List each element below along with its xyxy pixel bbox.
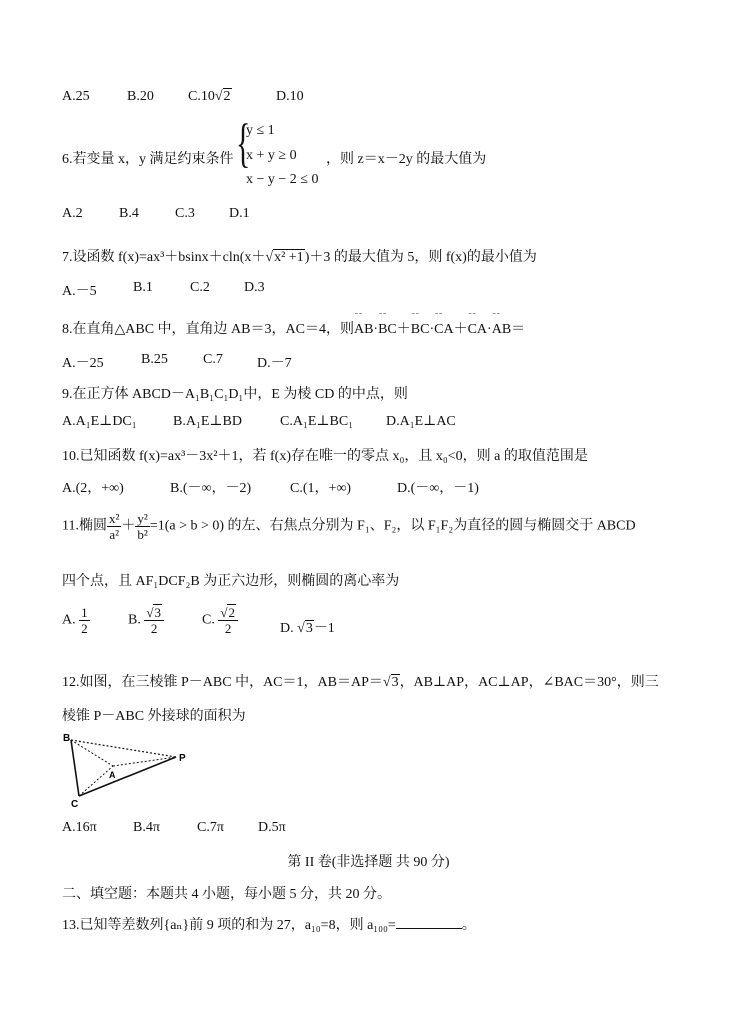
q6-suffix: ，则 z＝x－2y 的最大值为: [326, 152, 487, 167]
q8-vector-ab-2: ˉˉ AB: [492, 322, 511, 338]
q6-option-b: B.4: [119, 206, 139, 221]
q5-option-a: A.25: [62, 89, 90, 104]
q9-text: 9.在正方体 ABCD－A₁B₁C₁D₁中，E 为棱 CD 的中点，则: [62, 387, 408, 402]
edge-bp: [71, 740, 176, 757]
label-b: B: [63, 733, 71, 744]
q12-figure: [60, 730, 200, 810]
q12-line1: 12.如图，在三棱锥 P－ABC 中，AC＝1，AB＝AP＝√3，AB⊥AP，AC⊥AP，∠BAC＝30°，则三: [62, 675, 659, 690]
q9-option-c: C.A₁E⊥BC₁: [280, 414, 354, 429]
q6-option-c: C.3: [175, 206, 195, 221]
q6-constraint-2: x + y ≥ 0: [246, 148, 297, 163]
q12-option-c: C.7π: [197, 820, 224, 835]
q8-vector-ab: ˉˉ AB: [354, 322, 373, 338]
q12-option-b: B.4π: [133, 820, 160, 835]
edge-ca: [79, 766, 113, 796]
q7-text: 7.设函数 f(x)=ax³＋bsinx＋cln(x＋√x² +1)＋3 的最大值为 5，则 f(x)的最小值为: [62, 250, 537, 265]
q12-option-a: A.16π: [62, 820, 97, 835]
q6-constraint-3: x − y − 2 ≤ 0: [246, 172, 319, 187]
label-p: P: [179, 753, 186, 764]
q8-vector-ca: ˉˉ CA: [434, 322, 453, 338]
q5-option-d: D.10: [276, 89, 304, 104]
q6-brace: {: [236, 113, 251, 173]
q5-option-c: C.10√2: [188, 89, 231, 104]
q11-option-b: B. $\frac{√3}{2}$: [128, 606, 164, 635]
q10-option-c: C.(1，+∞): [290, 481, 352, 496]
q6-constraint-1: y ≤ 1: [246, 123, 275, 138]
q7-option-c: C.2: [190, 280, 210, 295]
q7-option-d: D.3: [244, 280, 265, 295]
section2-title: 第 II 卷(非选择题 共 90 分): [287, 855, 450, 870]
q8-option-d: D.－7: [257, 356, 292, 371]
q13-answer-blank: [396, 916, 462, 929]
edge-cp: [79, 757, 176, 796]
q9-option-b: B.A₁E⊥BD: [173, 414, 242, 429]
q7-option-b: B.1: [133, 280, 153, 295]
q12-option-d: D.5π: [258, 820, 286, 835]
q7-option-a: A.－5: [62, 284, 97, 299]
q9-option-a: A.A₁E⊥DC₁: [62, 414, 137, 429]
label-c: C: [71, 799, 79, 810]
q8-vector-ca-2: ˉˉ CA: [468, 322, 487, 338]
q11-option-c: C. $\frac{√2}{2}$: [202, 606, 238, 635]
q13-text: 13.已知等差数列{aₙ}前 9 项的和为 27，a₁₀=8，则 a₁₀₀= 。: [62, 918, 476, 933]
label-a: A: [109, 770, 116, 780]
q6-option-a: A.2: [62, 206, 83, 221]
q8-option-c: C.7: [203, 352, 223, 367]
q8-vector-bc: ˉˉ BC: [378, 322, 397, 338]
q10-text: 10.已知函数 f(x)=ax³－3x²＋1，若 f(x)存在唯一的零点 x₀，且 x₀<0，则 a 的取值范围是: [62, 449, 588, 464]
q10-option-d: D.(－∞，－1): [397, 481, 479, 496]
section2-intro: 二、填空题：本题共 4 小题，每小题 5 分，共 20 分。: [62, 887, 391, 902]
q8-text: 8.在直角△ABC 中，直角边 AB＝3，AC＝4，则ˉˉ AB·ˉˉ BC＋ˉˉ BC·ˉˉ CA＋ˉˉ CA·ˉˉ AB＝: [62, 318, 525, 338]
q8-option-b: B.25: [141, 352, 168, 367]
q11-option-d: D. √3－1: [280, 621, 335, 636]
q11-line2: 四个点，且 AF₁DCF₂B 为正六边形，则椭圆的离心率为: [62, 574, 400, 589]
q11-option-a: A. $\frac{1}{2}$: [62, 605, 88, 636]
edge-bc: [71, 740, 79, 796]
q10-option-b: B.(－∞，－2): [170, 481, 252, 496]
q6-option-d: D.1: [229, 206, 250, 221]
q10-option-a: A.(2，+∞): [62, 481, 124, 496]
q8-vector-bc-2: ˉˉ BC: [411, 322, 430, 338]
q12-line2: 棱锥 P－ABC 外接球的面积为: [62, 709, 246, 724]
q9-option-d: D.A₁E⊥AC: [386, 414, 456, 429]
q5-option-b: B.20: [127, 89, 154, 104]
q6-prefix: 6.若变量 x，y 满足约束条件: [62, 152, 234, 167]
q11-line1: 11.椭圆 $\frac{\text{x²}}{\text{a²}}$ ＋ $\frac{\text{y²}}{\text{b²}}$ =1(a > b > 0) 的左、右焦点分别为 F₁、F₂，以 F₁F₂为直径的圆与椭圆交于 ABCD: [62, 511, 636, 542]
q8-option-a: A.－25: [62, 356, 104, 371]
